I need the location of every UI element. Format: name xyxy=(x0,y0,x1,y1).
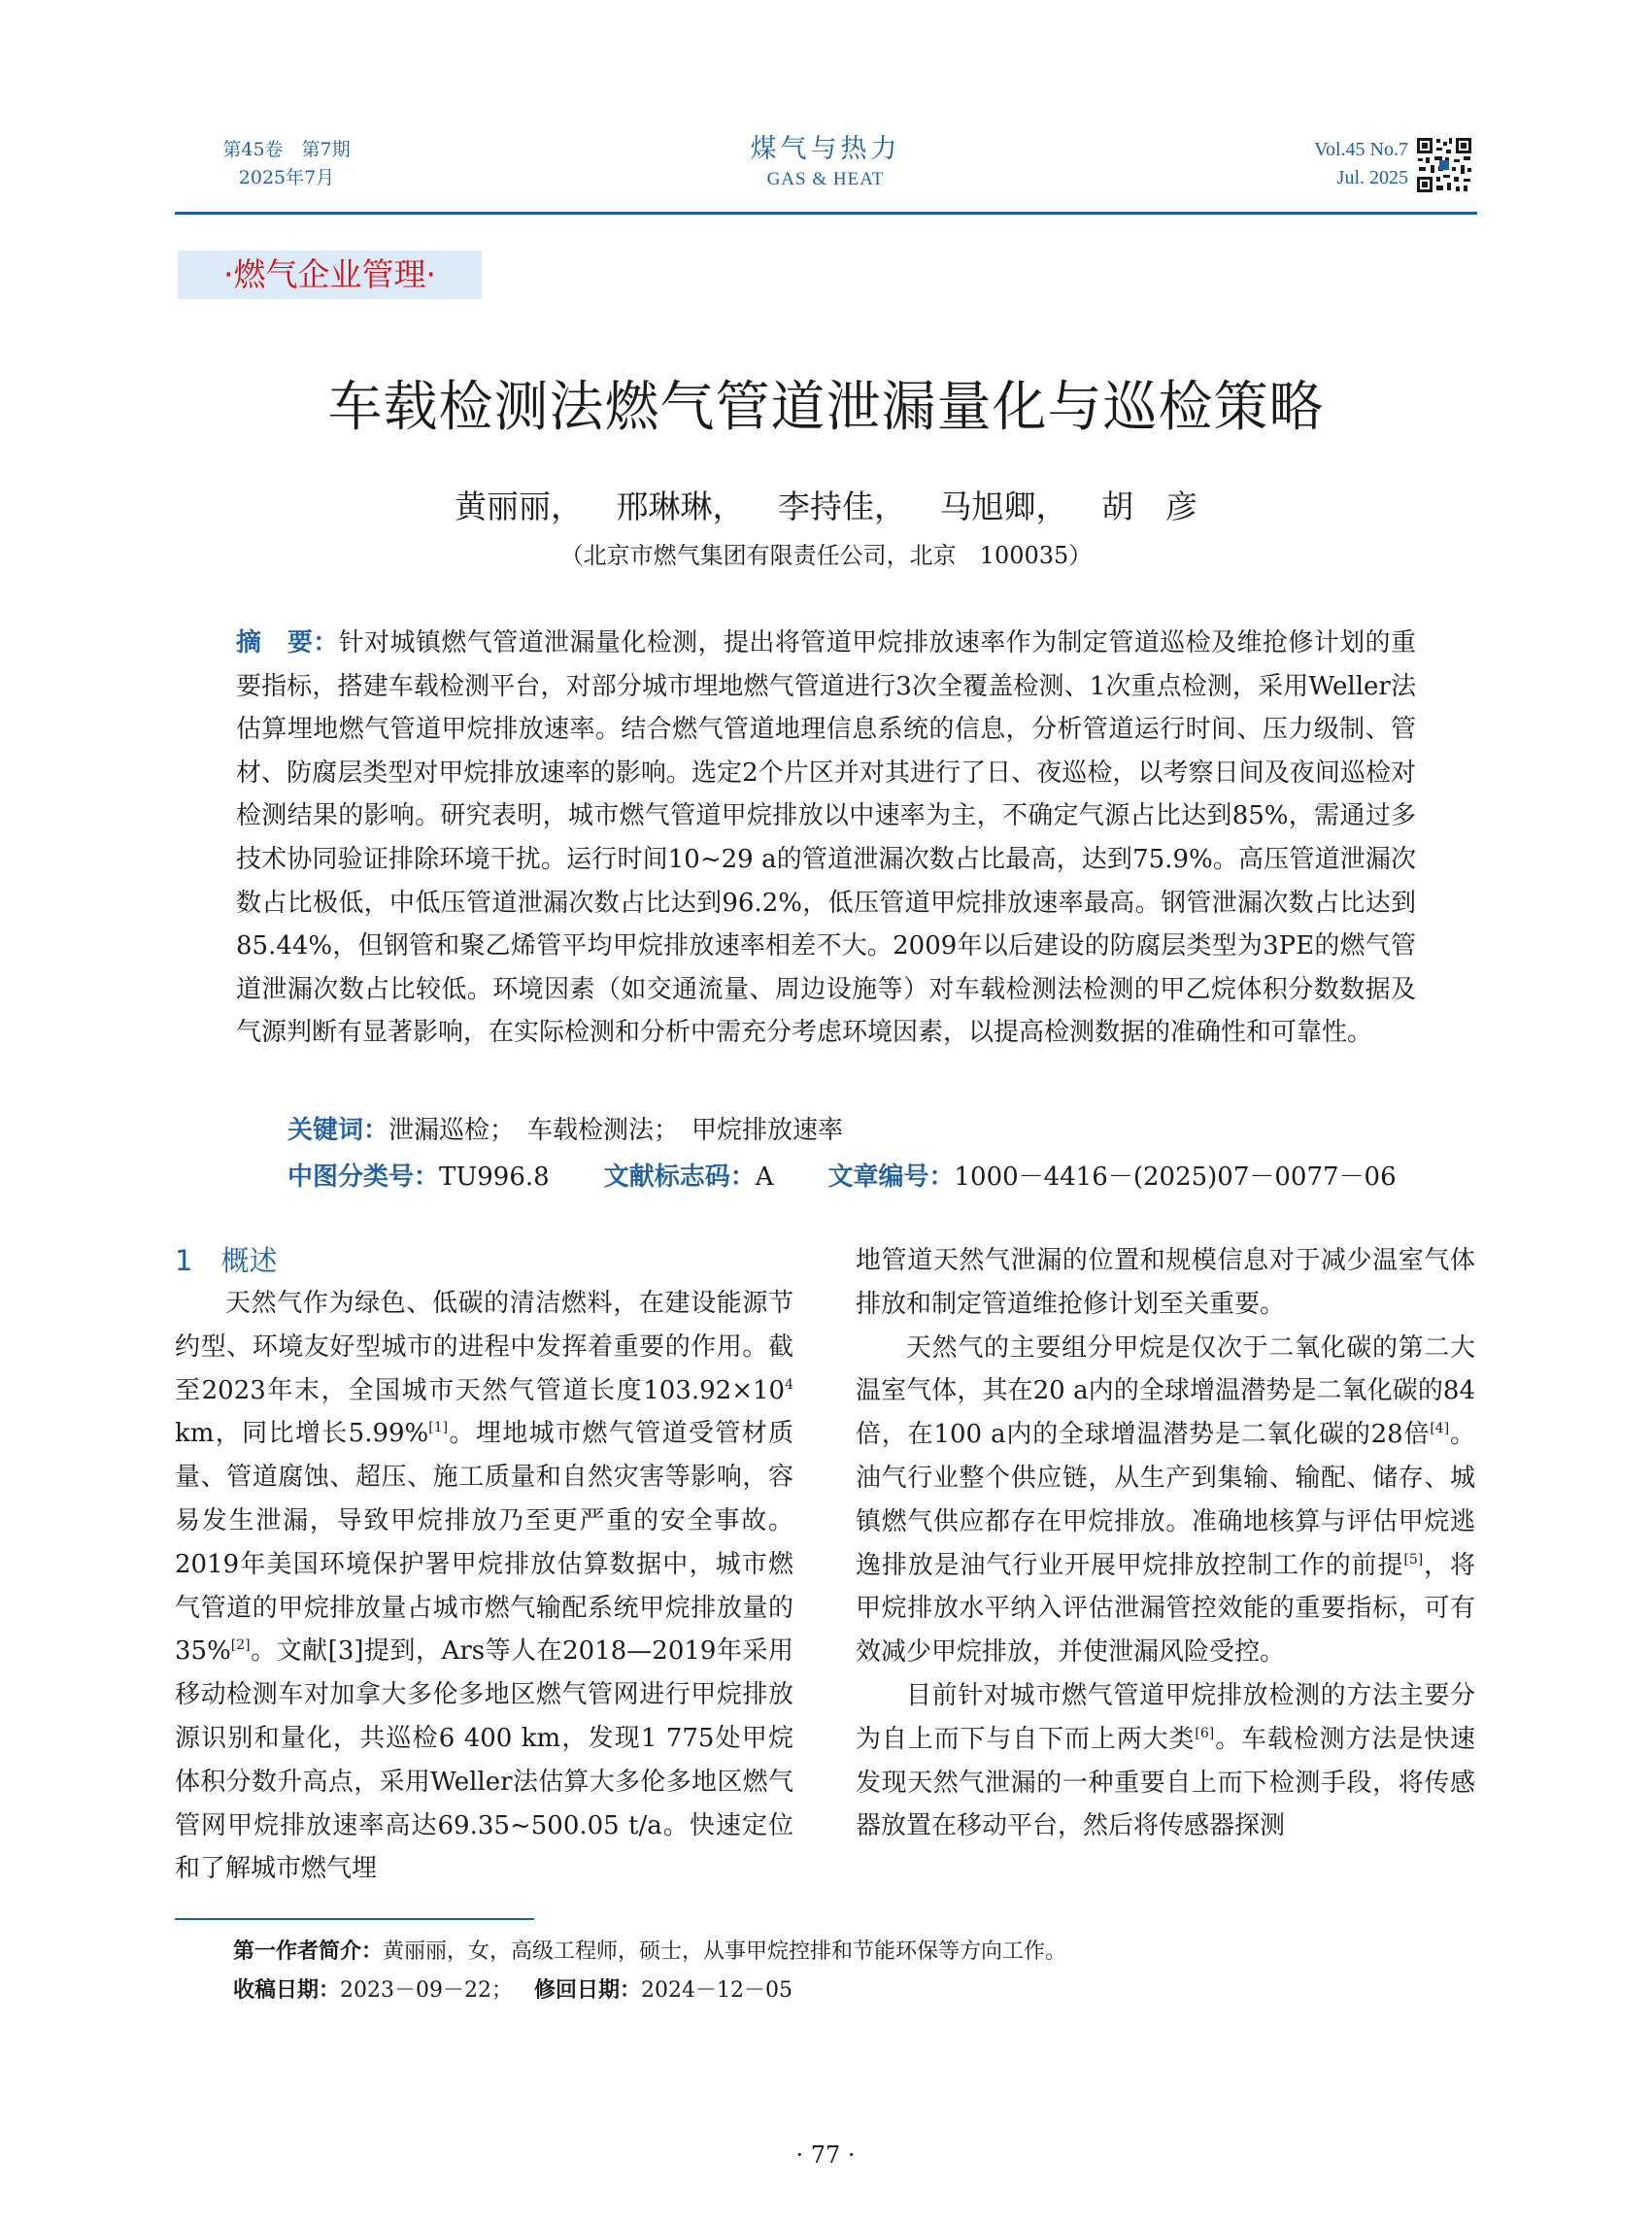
article-title: 车载检测法燃气管道泄漏量化与巡检策略 xyxy=(327,376,1325,439)
doc-code-label: 文献标志码： xyxy=(603,1163,756,1192)
classification-line xyxy=(287,1158,1453,1197)
body-paragraph: 地管道天然气泄漏的位置和规模信息对于减少温室气体排放和制定管道维抢修计划至关重要。 xyxy=(856,1246,1475,1319)
article-number-value: 1000－4416－(2025)07－0077－06 xyxy=(954,1163,1397,1192)
body-paragraph xyxy=(856,1327,1475,1674)
journal-name xyxy=(631,132,1020,192)
page-number: · 77 · xyxy=(795,2141,856,2169)
author: 黄丽丽， xyxy=(455,488,583,525)
body-column-left xyxy=(175,1239,793,1891)
author: 胡 彦 xyxy=(1101,488,1197,525)
keywords-text: 泄漏巡检； 车载检测法； 甲烷排放速率 xyxy=(388,1116,844,1145)
author-bio-label: 第一作者简介： xyxy=(233,1939,384,1964)
volume-issue-en-line: Vol.45 No.7 xyxy=(1314,139,1408,160)
citation[interactable]: [2] xyxy=(230,1637,251,1654)
body-text: 天然气的主要组分甲烷是仅次于二氧化碳的第二大温室气体，其在20 a内的全球增温潜势是二氧化碳的84倍，在100 a内的全球增温潜势是二氧化碳的28倍 xyxy=(856,1332,1475,1450)
body-text: ，将甲烷排放水平纳入评估泄漏管控效能的重要指标，可有效减少甲烷排放，并使泄漏风险受控。 xyxy=(856,1550,1475,1668)
keywords xyxy=(287,1111,1414,1150)
revised-label: 修回日期： xyxy=(534,1978,642,2003)
body-text: 目前针对城市燃气管道甲烷排放检测的方法主要分为自上而下与自下而上两大类 xyxy=(856,1680,1475,1754)
revised-date: 2024－12－05 xyxy=(641,1978,792,2003)
issue-date-line: 2025年7月 xyxy=(238,167,335,188)
doc-code-value: A xyxy=(755,1163,774,1192)
volume-issue-line: 第45卷 第7期 xyxy=(222,139,351,160)
citation[interactable]: [4] xyxy=(1430,1421,1450,1437)
abstract-label: 摘 要： xyxy=(236,628,339,657)
clc-label: 中图分类号： xyxy=(287,1163,440,1192)
section-tag: ·燃气企业管理· xyxy=(178,251,482,299)
superscript: 4 xyxy=(785,1376,793,1393)
citation[interactable]: [6] xyxy=(1195,1725,1215,1741)
author-bio-text: 黄丽丽，女，高级工程师，硕士，从事甲烷控排和节能环保等方向工作。 xyxy=(383,1939,1067,1964)
body-paragraph xyxy=(856,1674,1475,1848)
journal-name-en: GAS & HEAT xyxy=(766,169,885,189)
qr-code-graphic xyxy=(1415,136,1473,194)
volume-issue-en xyxy=(1243,136,1408,192)
author-bio xyxy=(233,1933,1447,1972)
received-date: 2023－09－22； xyxy=(340,1978,513,2003)
footnote xyxy=(233,1933,1447,2010)
body-text: 。车载检测方法是快速发现天然气泄漏的一种重要自上而下检测手段，将传感器放置在移动平台，然后将传感器探测 xyxy=(856,1724,1475,1841)
body-text: 。文献[3]提到，Ars等人在2018—2019年采用移动检测车对加拿大多伦多地区燃气管网进行甲烷排放源识别和量化，共巡检6 400 km，发现1 775处甲烷体积分数升高点，采用Weller法估算大多伦多地区燃气管网甲烷排放速率高达69.35~500.05 t/a。快速定位和了解城市燃气埋 xyxy=(175,1636,793,1884)
citation[interactable]: [1] xyxy=(428,1420,449,1436)
abstract xyxy=(236,622,1416,1055)
qr-code-icon[interactable] xyxy=(1415,136,1473,194)
footnote-rule xyxy=(175,1918,534,1920)
body-paragraph xyxy=(175,1282,793,1891)
body-column-right xyxy=(856,1239,1475,1848)
header-rule xyxy=(175,212,1477,215)
body-text: 。埋地城市燃气管道受管材质量、管道腐蚀、超压、施工质量和自然灾害等影响，容易发生泄漏，导致甲烷排放乃至更严重的安全事故。2019年美国环境保护署甲烷排放估算数据中，城市燃气管道的甲烷排放量占城市燃气输配系统甲烷排放量的35% xyxy=(175,1419,793,1667)
body-text: km，同比增长5.99% xyxy=(175,1419,429,1449)
article-number-label: 文章编号： xyxy=(827,1163,955,1192)
abstract-text: 针对城镇燃气管道泄漏量化检测，提出将管道甲烷排放速率作为制定管道巡检及维抢修计划的重要指标，搭建车载检测平台，对部分城市埋地燃气管道进行3次全覆盖检测、1次重点检测，采用Weller法估算埋地燃气管道甲烷排放速率。结合燃气管道地理信息系统的信息，分析管道运行时间、压力级制、管材、防腐层类型对甲烷排放速率的影响。选定2个片区并对其进行了日、夜巡检，以考察日间及夜间巡检对检测结果的影响。研究表明，城市燃气管道甲烷排放以中速率为主，不确定气源占比达到85%，需通过多技术协同验证排除环境干扰。运行时间10~29 a的管道泄漏次数占比最高，达到75.9%。高压管道泄漏次数占比极低，中低压管道泄漏次数占比达到96.2%，低压管道甲烷排放速率最高。钢管泄漏次数占比达到85.44%，但钢管和聚乙烯管平均甲烷排放速率相差不大。2009年以后建设的防腐层类型为3PE的燃气管道泄漏次数占比较低。环境因素（如交通流量、周边设施等）对车载检测法检测的甲乙烷体积分数数据及气源判断有显著影响，在实际检测和分析中需充分考虑环境因素，以提高检测数据的准确性和可靠性。 xyxy=(236,628,1416,1048)
dates xyxy=(233,1972,1447,2010)
journal-name-cn: 煤气与热力 xyxy=(750,134,901,164)
section-heading: 1 概述 xyxy=(175,1244,278,1277)
issue-date-en-line: Jul. 2025 xyxy=(1336,167,1408,188)
keywords-label: 关键词： xyxy=(287,1116,389,1145)
citation[interactable]: [5] xyxy=(1403,1551,1424,1568)
clc-value: TU996.8 xyxy=(439,1163,550,1192)
author: 马旭卿， xyxy=(939,488,1068,525)
volume-issue xyxy=(189,136,384,192)
received-label: 收稿日期： xyxy=(233,1978,341,2003)
author-list xyxy=(97,486,1555,528)
author: 邢琳琳， xyxy=(616,488,745,525)
body-text: 。油气行业整个供应链，从生产到集输、输配、储存、城镇燃气供应都存在甲烷排放。准确地核算与评估甲烷逃逸排放是油气行业开展甲烷排放控制工作的前提 xyxy=(856,1420,1475,1580)
affiliation: （北京市燃气集团有限责任公司，北京 100035） xyxy=(559,542,1093,569)
author: 李持佳， xyxy=(778,488,906,525)
body-text: 天然气作为绿色、低碳的清洁燃料，在建设能源节约型、环境友好型城市的进程中发挥着重要的作用。截至2023年末，全国城市天然气管道长度103.92×10 xyxy=(175,1289,793,1405)
